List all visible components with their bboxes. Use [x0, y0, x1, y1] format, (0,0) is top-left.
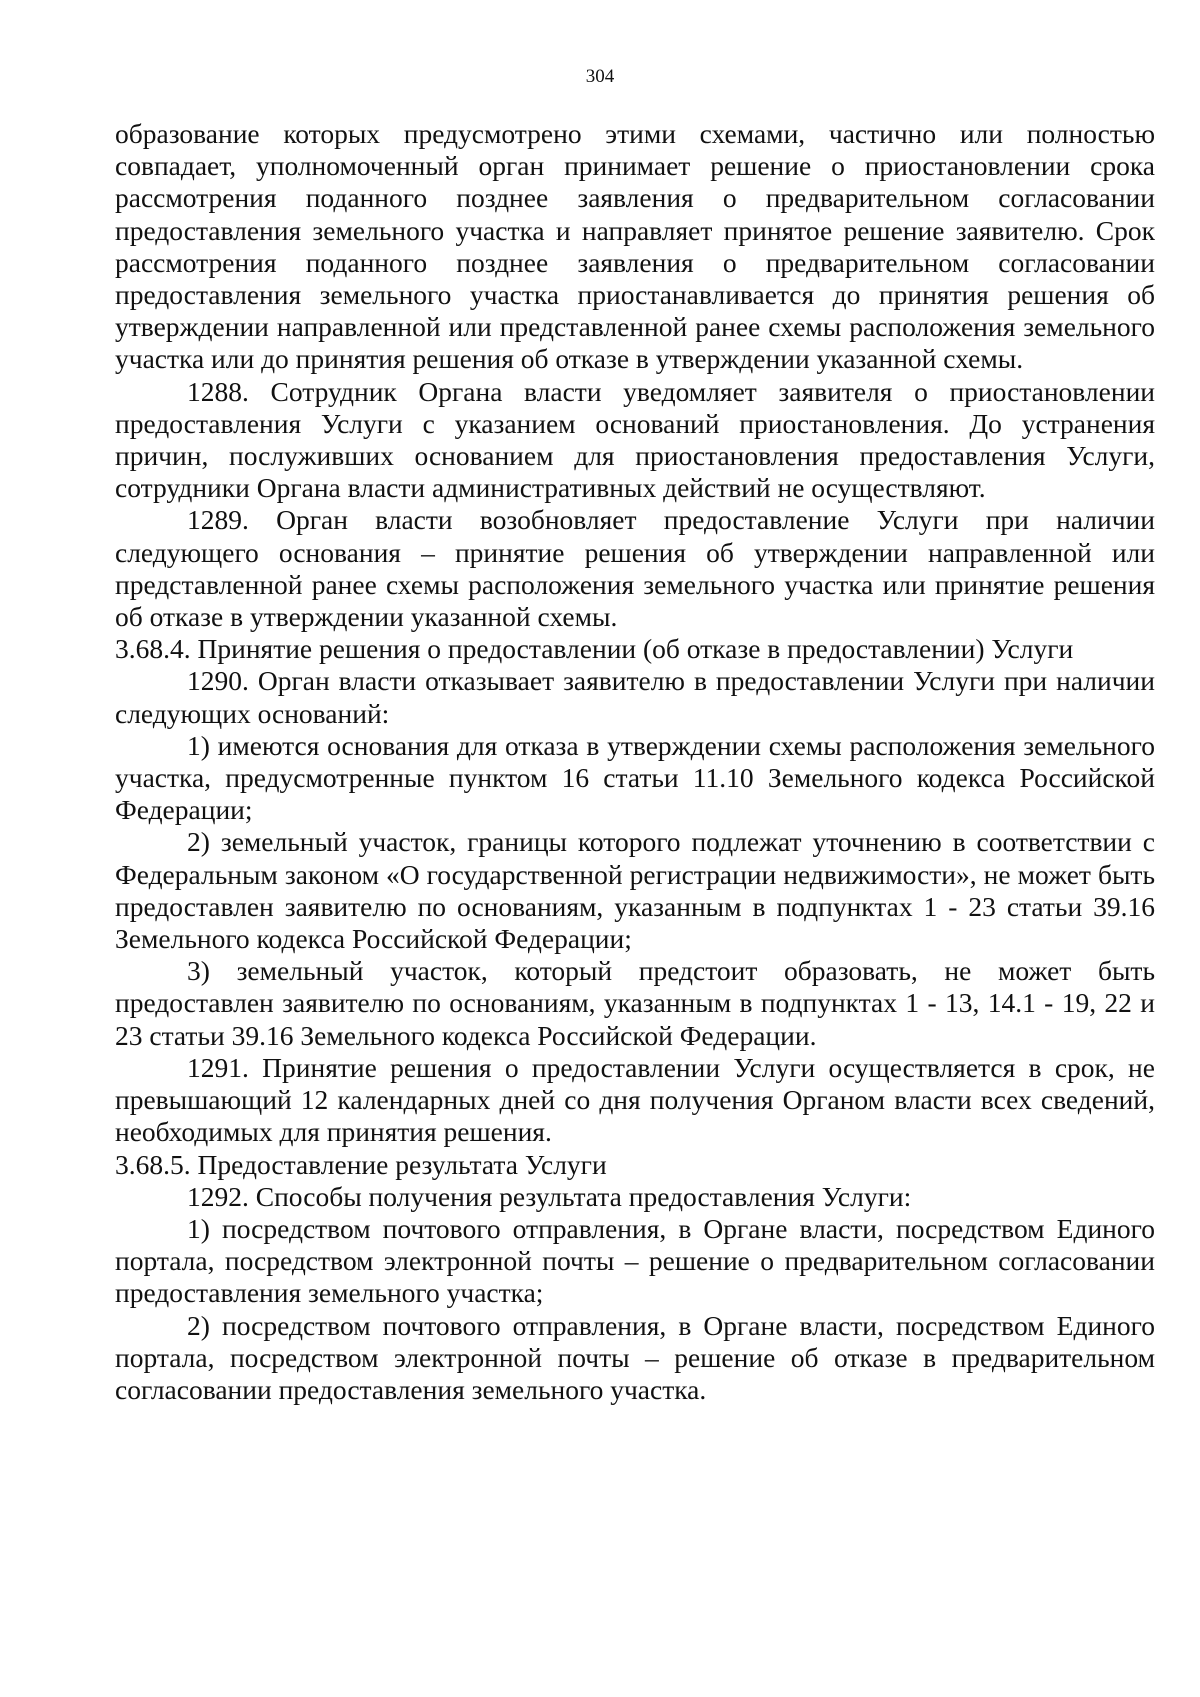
paragraph-1289: 1289. Орган власти возобновляет предоставление Услуги при наличии следующего основания – принятие решения об утверждении направленной или представленной ранее схемы расположения земельного участка или принятие решения об отказе в утверждении указанной схемы.: [115, 504, 1155, 633]
section-heading-3-68-4: 3.68.4. Принятие решения о предоставлении (об отказе в предоставлении) Услуги: [115, 633, 1074, 665]
document-body: [115, 118, 1155, 1406]
paragraph-1290: 1290. Орган власти отказывает заявителю в предоставлении Услуги при наличии следующих оснований:: [115, 665, 1155, 729]
paragraph-1290-item-2: 2) земельный участок, границы которого подлежат уточнению в соответствии с Федеральным законом «О государственной регистрации недвижимости», не может быть предоставлен заявителю по основаниям, указанным в подпунктах 1 - 23 статьи 39.16 Земельного кодекса Российской Федерации;: [115, 826, 1155, 955]
paragraph-1292: 1292. Способы получения результата предоставления Услуги:: [187, 1180, 912, 1212]
paragraph-1292-item-1: 1) посредством почтового отправления, в Органе власти, посредством Единого портала, посредством электронной почты – решение о предварительном согласовании предоставления земельного участка;: [115, 1212, 1155, 1309]
paragraph-continuation: образование которых предусмотрено этими схемами, частично или полностью совпадает, уполномоченный орган принимает решение о приостановлении срока рассмотрения поданного позднее заявления о предварительном согласовании предоставления земельного участка и направляет принятое решение заявителю. Срок рассмотрения поданного позднее заявления о предварительном согласовании предоставления земельного участка приостанавливается до принятия решения об утверждении направленной или представленной ранее схемы расположения земельного участка или до принятия решения об отказе в утверждении указанной схемы.: [115, 118, 1155, 375]
paragraph-1288: 1288. Сотрудник Органа власти уведомляет заявителя о приостановлении предоставления Услуги с указанием оснований приостановления. До устранения причин, послуживших основанием для приостановления предоставления Услуги, сотрудники Органа власти административных действий не осуществляют.: [115, 375, 1155, 504]
paragraph-1290-item-1: 1) имеются основания для отказа в утверждении схемы расположения земельного участка, предусмотренные пунктом 16 статьи 11.10 Земельного кодекса Российской Федерации;: [115, 729, 1155, 826]
paragraph-1290-item-3: 3) земельный участок, который предстоит образовать, не может быть предоставлен заявителю по основаниям, указанным в подпунктах 1 - 13, 14.1 - 19, 22 и 23 статьи 39.16 Земельного кодекса Российской Федерации.: [115, 955, 1155, 1051]
page-number: 304: [585, 66, 615, 87]
section-heading-3-68-5: 3.68.5. Предоставление результата Услуги: [115, 1148, 607, 1180]
paragraph-1291: 1291. Принятие решения о предоставлении Услуги осуществляется в срок, не превышающий 12 календарных дней со дня получения Органом власти всех сведений, необходимых для принятия решения.: [115, 1051, 1155, 1148]
paragraph-1292-item-2: 2) посредством почтового отправления, в Органе власти, посредством Единого портала, посредством электронной почты – решение об отказе в предварительном согласовании предоставления земельного участка.: [115, 1309, 1155, 1405]
